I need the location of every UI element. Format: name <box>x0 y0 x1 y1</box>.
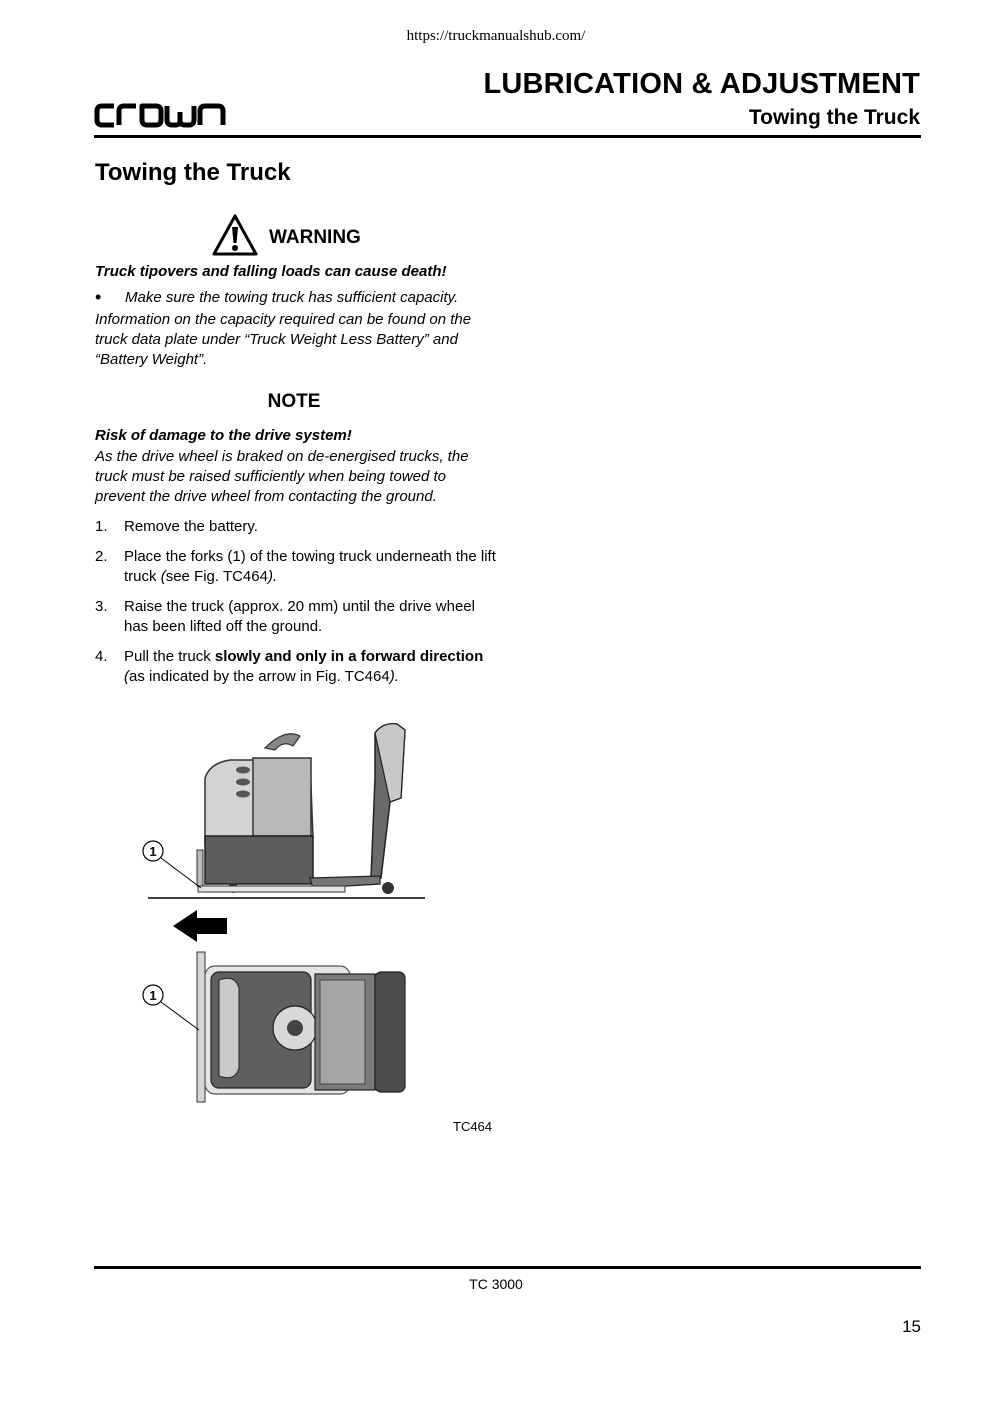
step-fig-ref: as indicated by the arrow in Fig. TC464 <box>129 668 390 685</box>
step-emphasis: slowly and only in a forward direction <box>214 648 484 665</box>
step-item <box>95 647 500 687</box>
step-item <box>95 517 500 537</box>
truck-side-view <box>143 724 425 898</box>
chapter-title: LUBRICATION & ADJUSTMENT <box>483 68 920 100</box>
truck-top-view <box>143 952 405 1102</box>
step-text: Raise the truck (approx. 20 mm) until the drive wheel has been lifted off the ground. <box>124 598 475 635</box>
source-url[interactable]: https://truckmanualshub.com/ <box>406 28 586 44</box>
crown-logo <box>94 100 230 130</box>
step-number: 2. <box>95 548 108 565</box>
step-number: 4. <box>95 648 108 665</box>
step-paren: ). <box>389 668 399 685</box>
page-number: 15 <box>902 1317 921 1336</box>
step-paren: ). <box>267 568 278 585</box>
figure-id: TC464 <box>453 1119 493 1134</box>
bullet-marker: • <box>95 287 102 307</box>
step-text: Pull the truck <box>124 648 215 665</box>
warning-lead: Truck tipovers and falling loads can cause death! <box>95 263 447 280</box>
warning-body: Information on the capacity required can be found on the truck data plate under “Truck Weight Less Battery” and “Battery Weight”. <box>95 311 472 368</box>
chapter-subtitle: Towing the Truck <box>748 106 920 129</box>
note-lead: Risk of damage to the drive system! <box>95 427 352 444</box>
callout-1-bottom: 1 <box>149 988 157 1003</box>
warning-icon <box>212 214 258 256</box>
footer-rule <box>94 1266 921 1269</box>
note-label: NOTE <box>267 391 321 412</box>
step-item <box>95 597 500 637</box>
step-paren: ( <box>124 668 129 685</box>
warning-bullet-text: Make sure the towing truck has sufficient capacity. <box>125 289 459 306</box>
step-text: Place the forks (1) of the towing truck underneath the lift truck <box>124 548 496 585</box>
section-title: Towing the Truck <box>95 159 291 186</box>
step-number: 3. <box>95 598 108 615</box>
towing-figure <box>135 718 425 1108</box>
steps-list <box>95 517 500 697</box>
header-rule <box>94 135 921 138</box>
callout-1-top: 1 <box>149 844 157 859</box>
step-item <box>95 547 500 587</box>
warning-label: WARNING <box>269 227 361 248</box>
note-body: As the drive wheel is braked on de-energised trucks, the truck must be raised sufficiently when being towed to prevent the drive wheel from contacting the ground. <box>95 448 469 505</box>
footer-model: TC 3000 <box>469 1276 523 1292</box>
step-number: 1. <box>95 518 108 535</box>
step-paren: ( <box>160 568 166 585</box>
direction-arrow <box>173 910 227 942</box>
step-fig-ref: see Fig. TC464 <box>165 568 268 585</box>
step-text: Remove the battery. <box>124 518 258 535</box>
